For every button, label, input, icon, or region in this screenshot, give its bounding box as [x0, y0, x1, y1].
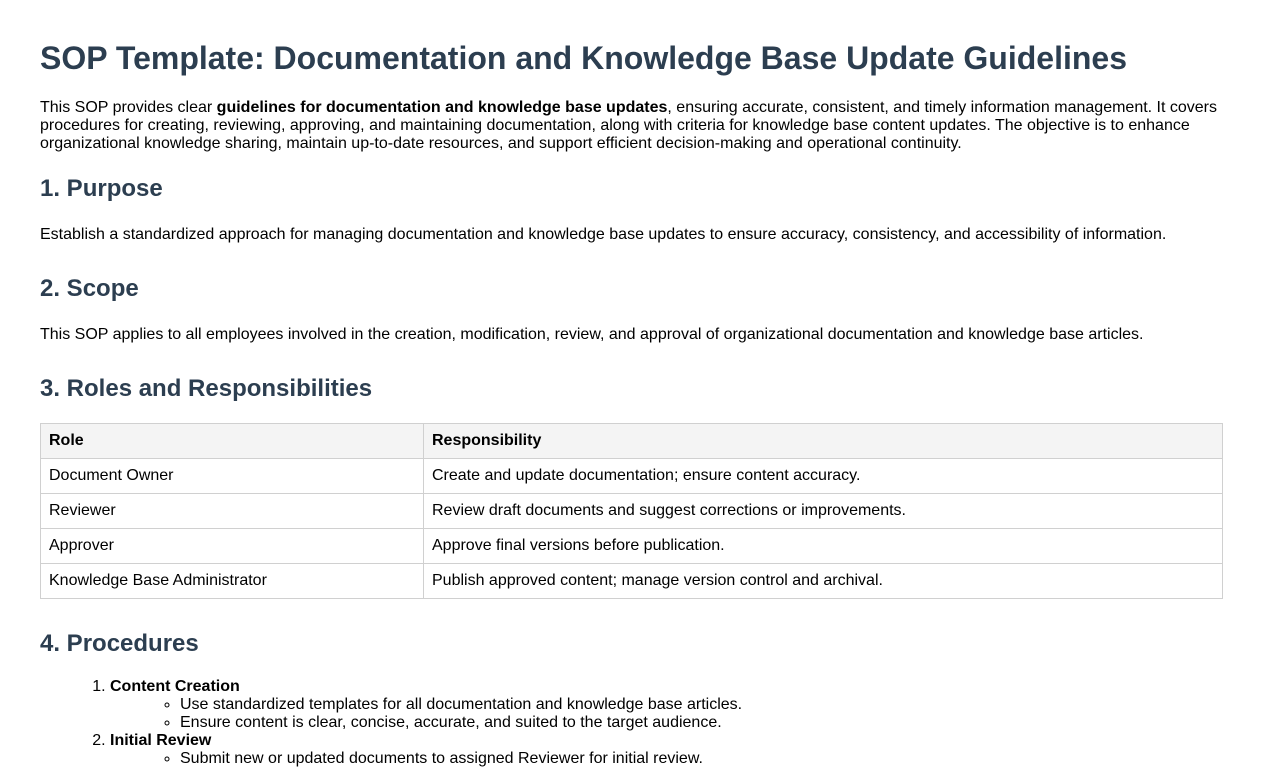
role-cell: Approver — [41, 529, 424, 564]
list-item: ◦ Ensure content is clear, concise, accurate, and suited to the target audience. — [180, 714, 1223, 732]
responsibility-cell: Create and update documentation; ensure content accuracy. — [424, 459, 1223, 494]
page-title: SOP Template: Documentation and Knowledge Base Update Guidelines — [40, 40, 1127, 76]
table-row — [41, 494, 1223, 529]
role-cell: Document Owner — [41, 459, 424, 494]
purpose-heading: 1. Purpose — [40, 175, 163, 202]
list-item: ◦ Use standardized templates for all documentation and knowledge base articles. — [180, 696, 1223, 714]
intro-text-after: , ensuring accurate, consistent, and timely information management. It covers procedures for creating, reviewing, approving, and maintaining documentation, along with criteria for knowledge base content updates. The objective is to enhance organizational knowledge sharing, maintain up-to-date resources, and support efficient decision-making and operational continuity. — [40, 99, 1218, 152]
responsibility-cell: Approve final versions before publication. — [424, 529, 1223, 564]
table-row — [41, 459, 1223, 494]
table-row — [41, 529, 1223, 564]
scope-heading: 2. Scope — [40, 275, 139, 302]
role-cell: Reviewer — [41, 494, 424, 529]
roles-table — [40, 423, 1223, 599]
purpose-text: Establish a standardized approach for managing documentation and knowledge base updates to ensure accuracy, consistency, and accessibility of information. — [40, 226, 1167, 243]
procedure-step-title: Initial Review — [110, 732, 212, 749]
intro-bold-text: guidelines for documentation and knowledge base updates — [216, 99, 668, 116]
procedure-step-title: Content Creation — [110, 678, 240, 695]
procedure-substeps — [110, 750, 1223, 768]
column-header-role: Role — [41, 424, 424, 459]
responsibility-cell: Review draft documents and suggest corrections or improvements. — [424, 494, 1223, 529]
roles-heading: 3. Roles and Responsibilities — [40, 375, 373, 402]
procedure-step — [110, 678, 1223, 732]
intro-paragraph — [40, 99, 1223, 153]
column-header-responsibility: Responsibility — [424, 424, 1223, 459]
table-header-row — [41, 424, 1223, 459]
intro-text-before: This SOP provides clear — [40, 99, 217, 116]
procedure-step — [110, 732, 1223, 768]
table-row — [41, 564, 1223, 599]
list-item: ◦ Submit new or updated documents to assigned Reviewer for initial review. — [180, 750, 1223, 768]
procedures-list — [40, 678, 1223, 768]
role-cell: Knowledge Base Administrator — [41, 564, 424, 599]
responsibility-cell: Publish approved content; manage version control and archival. — [424, 564, 1223, 599]
scope-text: This SOP applies to all employees involved in the creation, modification, review, and approval of organizational documentation and knowledge base articles. — [40, 326, 1144, 343]
procedures-heading: 4. Procedures — [40, 630, 199, 657]
procedure-substeps — [110, 696, 1223, 732]
